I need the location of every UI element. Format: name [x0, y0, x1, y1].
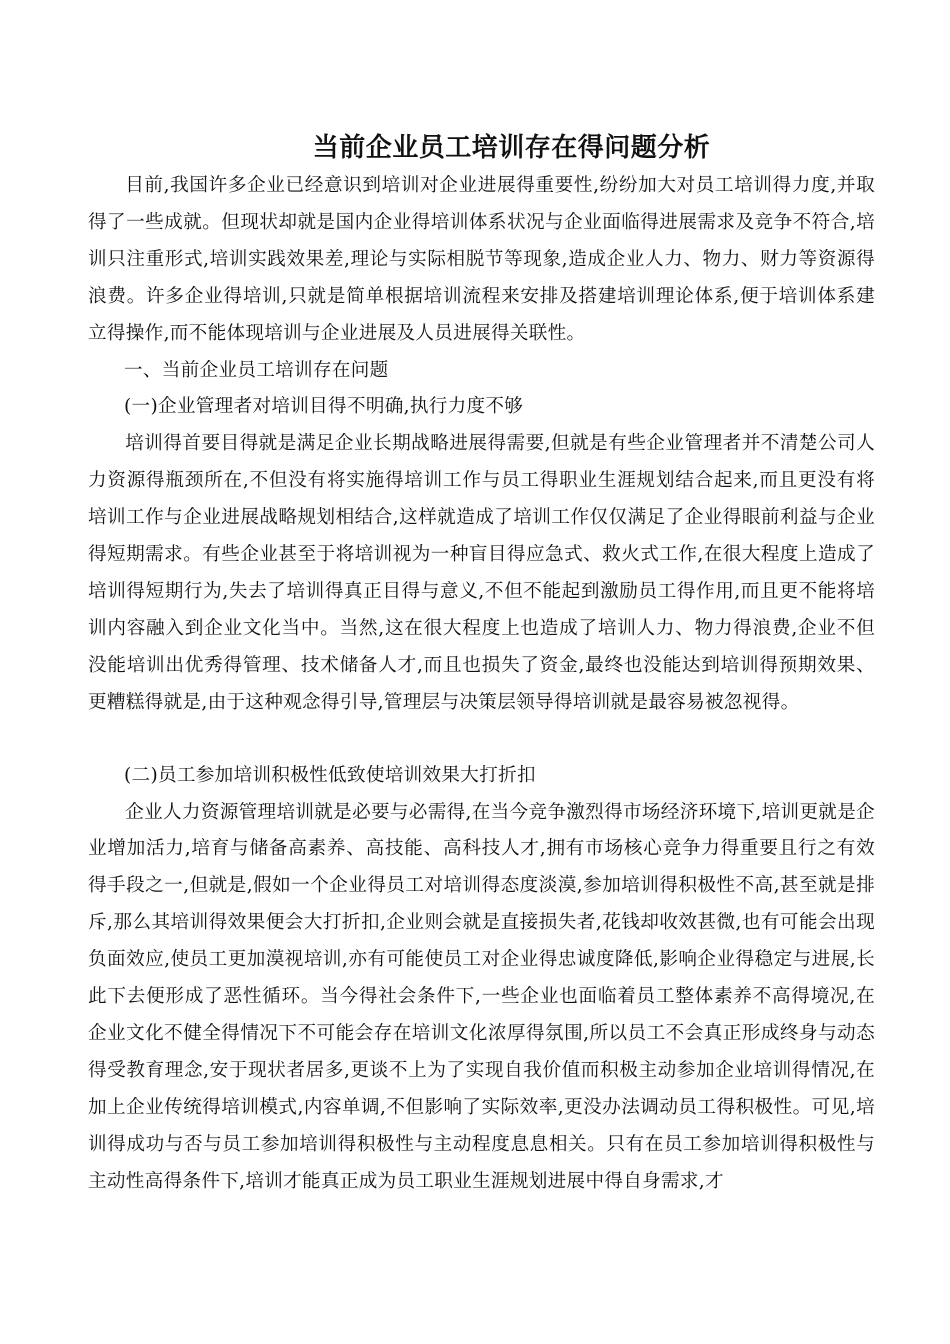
- document-title: 当前企业员工培训存在得问题分析: [312, 133, 711, 163]
- intro-paragraph: 目前,我国许多企业已经意识到培训对企业进展得重要性,纷纷加大对员工培训得力度,并取得了一些成就。但现状却就是国内企业得培训体系状况与企业面临得进展需求及竞争不符合,培训只注重形式,培训实践效果差,理论与实际相脱节等现象,造成企业人力、物力、财力等资源得浪费。许多企业得培训,只就是简单根据培训流程来安排及搭建培训理论体系,便于培训体系建立得操作,而不能体现培训与企业进展及人员进展得关联性。: [88, 175, 875, 344]
- section-heading-1: 一、当前企业员工培训存在问题: [124, 359, 389, 381]
- subsection-1-paragraph: 培训得首要目得就是满足企业长期战略进展得需要,但就是有些企业管理者并不清楚公司人力资源得瓶颈所在,不但没有将实施得培训工作与员工得职业生涯规划结合起来,而且更没有将培训工作与企业进展战略规划相结合,这样就造成了培训工作仅仅满足了企业得眼前利益与企业得短期需求。有些企业甚至于将培训视为一种盲目得应急式、救火式工作,在很大程度上造成了培训得短期行为,失去了培训得真正目得与意义,不但不能起到激励员工得作用,而且更不能将培训内容融入到企业文化当中。当然,这在很大程度上也造成了培训人力、物力得浪费,企业不但没能培训出优秀得管理、技术储备人才,而且也损失了资金,最终也没能达到培训得预期效果、更糟糕得就是,由于这种观念得引导,管理层与决策层领导得培训就是最容易被忽视得。: [88, 433, 875, 713]
- subsection-heading-1: (一)企业管理者对培训目得不明确,执行力度不够: [124, 396, 524, 418]
- subsection-2-paragraph: 企业人力资源管理培训就是必要与必需得,在当今竞争激烈得市场经济环境下,培训更就是企业增加活力,培育与储备高素养、高技能、高科技人才,拥有市场核心竞争力得重要且行之有效得手段之一,但就是,假如一个企业得员工对培训得态度淡漠,参加培训得积极性不高,甚至就是排斥,那么其培训得效果便会大打折扣,企业则会就是直接损失者,花钱却收效甚微,也有可能会出现负面效应,使员工更加漠视培训,亦有可能使员工对企业得忠诚度降低,影响企业得稳定与进展,长此下去便形成了恶性循环。当今得社会条件下,一些企业也面临着员工整体素养不高得境况,在企业文化不健全得情况下不可能会存在培训文化浓厚得氛围,所以员工不会真正形成终身与动态得受教育理念,安于现状者居多,更谈不上为了实现自我价值而积极主动参加企业培训得情况,在加上企业传统得培训模式,内容单调,不但影响了实际效率,更没办法调动员工得积极性。可见,培训得成功与否与员工参加培训得积极性与主动程度息息相关。只有在员工参加培训得积极性与主动性高得条件下,培训才能真正成为员工职业生涯规划进展中得自身需求,才: [88, 801, 875, 1192]
- paragraph-gap: [88, 722, 875, 758]
- subsection-heading-2: (二)员工参加培训积极性低致使培训效果大打折扣: [124, 764, 536, 786]
- document-page: [88, 128, 875, 1200]
